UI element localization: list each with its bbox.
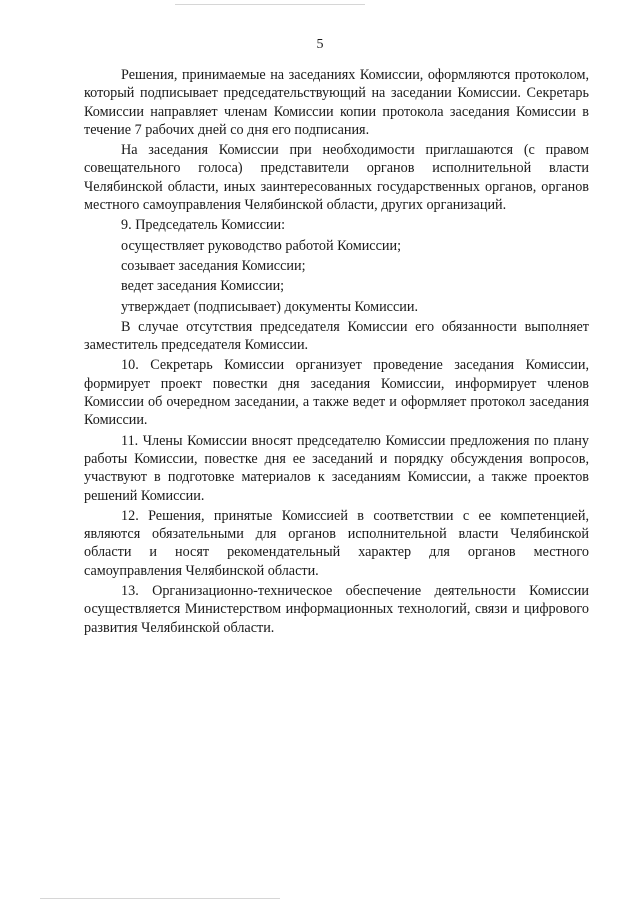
page-number: 5 — [316, 37, 324, 52]
chairman-duty-2: созывает заседания Комиссии; — [121, 257, 306, 274]
paragraph-decisions-binding: 12. Решения, принятые Комиссией в соответствии с ее компетенцией, являются обязательными для органов исполнительной власти Челябинской области и носят рекомендательный характер для органов местного самоуправления Челябинской области. — [84, 507, 589, 579]
paragraph-secretary: 10. Секретарь Комиссии организует проведение заседания Комиссии, формирует проект повестки дня заседания Комиссии, информирует членов Комиссии об очередном заседании, а также ведет и оформляет протокол заседания Комиссии. — [84, 357, 589, 429]
chairman-duty-3: ведет заседания Комиссии; — [121, 278, 285, 295]
paragraph-organizational-support: 13. Организационно-техническое обеспечение деятельности Комиссии осуществляется Министерством информационных технологий, связи и цифрового развития Челябинской области. — [84, 583, 589, 636]
paragraph-invited-representatives: На заседания Комиссии при необходимости приглашаются (с правом совещательного голоса) представители органов исполнительной власти Челябинской области, иных заинтересованных государственных органов, органов местного самоуправления Челябинской области, других организаций. — [84, 142, 589, 214]
chairman-duty-4: утверждает (подписывает) документы Комиссии. — [121, 298, 419, 315]
paragraph-chairman-heading: 9. Председатель Комиссии: — [121, 217, 286, 234]
paragraph-members: 11. Члены Комиссии вносят председателю Комиссии предложения по плану работы Комиссии, повестке дня ее заседаний и порядку обсуждения вопросов, участвуют в подготовке материалов к заседаниям Комиссии, а также проектов решений Комиссии. — [84, 432, 589, 504]
paragraph-decisions-protocol: Решения, принимаемые на заседаниях Комиссии, оформляются протоколом, который подписывает председательствующий на заседании Комиссии. Секретарь Комиссии направляет членам Комиссии копии протокола заседания Комиссии в течение 7 рабочих дней со дня его подписания. — [84, 67, 589, 138]
chairman-duty-1: осуществляет руководство работой Комиссии; — [121, 237, 402, 254]
scan-artifact-top — [175, 4, 365, 5]
paragraph-chairman-absence: В случае отсутствия председателя Комиссии его обязанности выполняет заместитель председателя Комиссии. — [84, 318, 589, 354]
document-body — [84, 66, 589, 637]
scan-artifact-bottom — [40, 898, 280, 899]
